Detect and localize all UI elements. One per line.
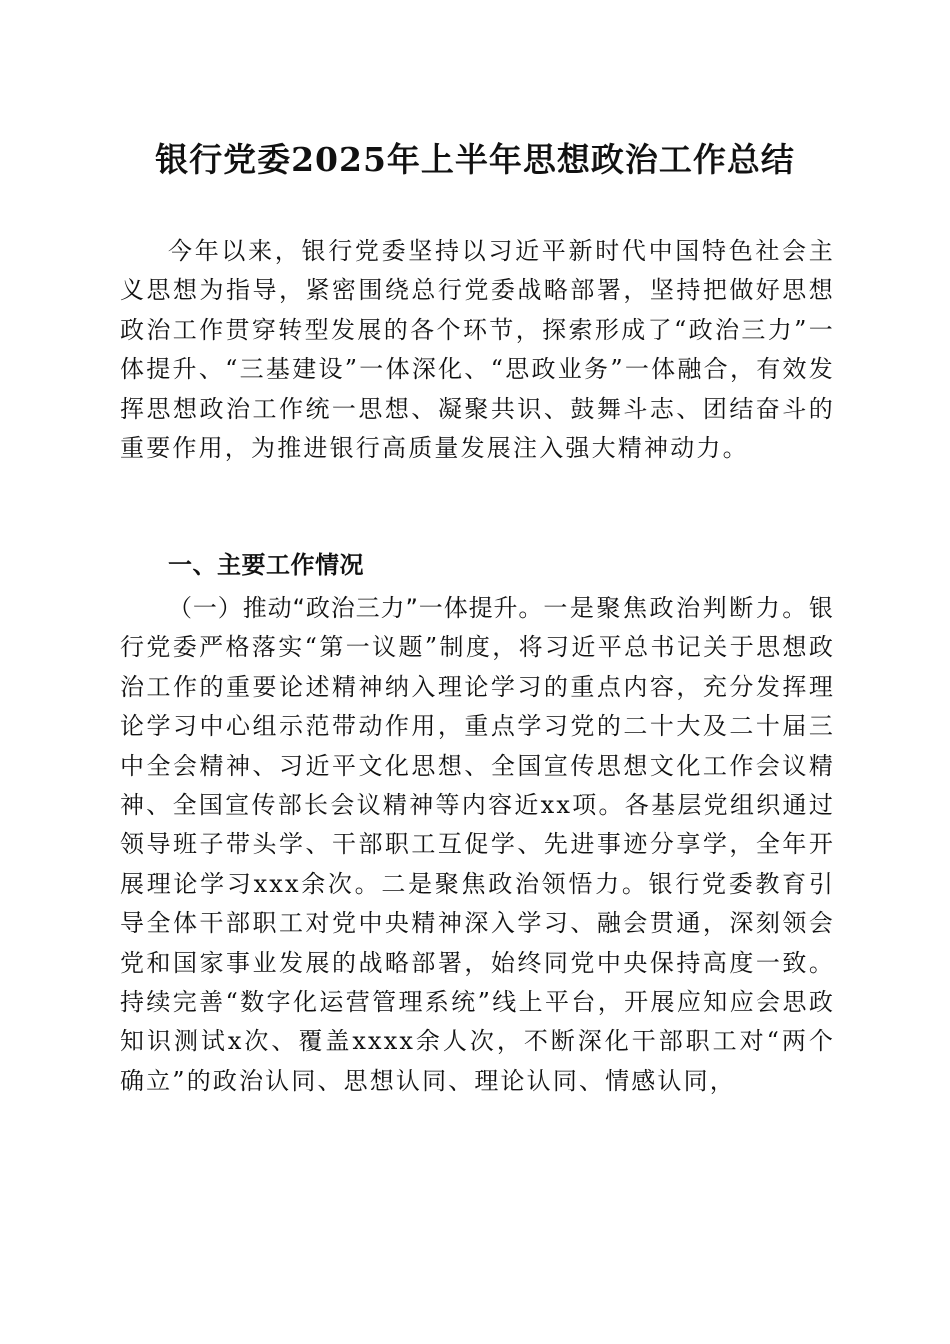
intro-paragraph: 今年以来，银行党委坚持以习近平新时代中国特色社会主义思想为指导，紧密围绕总行党委战略部署，坚持把做好思想政治工作贯穿转型发展的各个环节，探索形成了“政治三力”一体提升、“三基建设”一体深化、“思政业务”一体融合，有效发挥思想政治工作统一思想、凝聚共识、鼓舞斗志、团结奋斗的重要作用，为推进银行高质量发展注入强大精神动力。	[120, 237, 835, 463]
document-title: 银行党委2025年上半年思想政治工作总结	[155, 140, 795, 179]
subsection-paragraph-political-ability	[120, 589, 835, 1101]
section-heading-main-work: 一、主要工作情况	[168, 551, 364, 579]
subsection-body-text: 一是聚焦政治判断力。银行党委严格落实“第一议题”制度，将习近平总书记关于思想政治工作的重要论述精神纳入理论学习的重点内容，充分发挥理论学习中心组示范带动作用，重点学习党的二十大及二十届三中全会精神、习近平文化思想、全国宣传思想文化工作会议精神、全国宣传部长会议精神等内容近xx项。各基层党组织通过领导班子带头学、干部职工互促学、先进事迹分享学，全年开展理论学习xxx余次。二是聚焦政治领悟力。银行党委教育引导全体干部职工对党中央精神深入学习、融会贯通，深刻领会党和国家事业发展的战略部署，始终同党中央保持高度一致。持续完善“数字化运营管理系统”线上平台，开展应知应会思政知识测试x次、覆盖xxxx余人次，不断深化干部职工对“两个确立”的政治认同、思想认同、理论认同、情感认同，	[120, 594, 835, 1095]
subsection-heading-political-ability: （一）推动“政治三力”一体提升。	[168, 594, 544, 622]
